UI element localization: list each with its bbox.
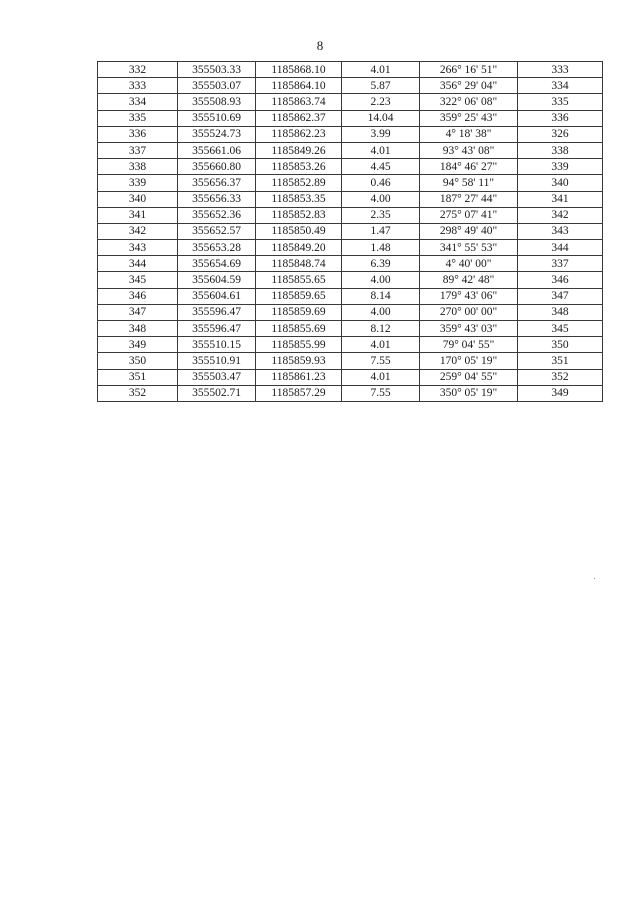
x-coordinate-cell: 355510.69 xyxy=(178,110,256,126)
bearing-cell: 184° 46' 27" xyxy=(420,159,518,175)
y-coordinate-cell: 1185850.49 xyxy=(256,223,342,239)
distance-cell: 7.55 xyxy=(342,353,420,369)
x-coordinate-cell: 355596.47 xyxy=(178,304,256,320)
bearing-cell: 275° 07' 41" xyxy=(420,207,518,223)
distance-cell: 0.46 xyxy=(342,175,420,191)
table-row xyxy=(98,288,603,304)
table-row xyxy=(98,159,603,175)
y-coordinate-cell: 1185859.65 xyxy=(256,288,342,304)
scan-speck xyxy=(594,578,595,579)
next-point-cell: 335 xyxy=(518,94,603,110)
next-point-cell: 344 xyxy=(518,240,603,256)
y-coordinate-cell: 1185859.69 xyxy=(256,304,342,320)
distance-cell: 6.39 xyxy=(342,256,420,272)
point-number-cell: 340 xyxy=(98,191,178,207)
distance-cell: 4.01 xyxy=(342,337,420,353)
next-point-cell: 343 xyxy=(518,223,603,239)
distance-cell: 2.35 xyxy=(342,207,420,223)
point-number-cell: 339 xyxy=(98,175,178,191)
bearing-cell: 4° 18' 38" xyxy=(420,126,518,142)
table-row xyxy=(98,126,603,142)
next-point-cell: 342 xyxy=(518,207,603,223)
y-coordinate-cell: 1185864.10 xyxy=(256,78,342,94)
distance-cell: 4.01 xyxy=(342,369,420,385)
bearing-cell: 89° 42' 48" xyxy=(420,272,518,288)
distance-cell: 4.00 xyxy=(342,304,420,320)
bearing-cell: 270° 00' 00" xyxy=(420,304,518,320)
distance-cell: 5.87 xyxy=(342,78,420,94)
point-number-cell: 352 xyxy=(98,385,178,401)
table-row xyxy=(98,385,603,401)
y-coordinate-cell: 1185862.23 xyxy=(256,126,342,142)
table-row xyxy=(98,272,603,288)
x-coordinate-cell: 355510.15 xyxy=(178,337,256,353)
bearing-cell: 94° 58' 11" xyxy=(420,175,518,191)
table-row xyxy=(98,175,603,191)
point-number-cell: 348 xyxy=(98,321,178,337)
point-number-cell: 350 xyxy=(98,353,178,369)
y-coordinate-cell: 1185857.29 xyxy=(256,385,342,401)
x-coordinate-cell: 355604.61 xyxy=(178,288,256,304)
y-coordinate-cell: 1185861.23 xyxy=(256,369,342,385)
point-number-cell: 346 xyxy=(98,288,178,304)
y-coordinate-cell: 1185853.35 xyxy=(256,191,342,207)
page-number: 8 xyxy=(316,38,324,53)
next-point-cell: 326 xyxy=(518,126,603,142)
point-number-cell: 351 xyxy=(98,369,178,385)
distance-cell: 1.48 xyxy=(342,240,420,256)
table-row xyxy=(98,110,603,126)
bearing-cell: 79° 04' 55" xyxy=(420,337,518,353)
next-point-cell: 351 xyxy=(518,353,603,369)
bearing-cell: 298° 49' 40" xyxy=(420,223,518,239)
table-row xyxy=(98,62,603,78)
bearing-cell: 179° 43' 06" xyxy=(420,288,518,304)
next-point-cell: 341 xyxy=(518,191,603,207)
point-number-cell: 349 xyxy=(98,337,178,353)
y-coordinate-cell: 1185862.37 xyxy=(256,110,342,126)
distance-cell: 7.55 xyxy=(342,385,420,401)
point-number-cell: 347 xyxy=(98,304,178,320)
y-coordinate-cell: 1185853.26 xyxy=(256,159,342,175)
bearing-cell: 359° 25' 43" xyxy=(420,110,518,126)
point-number-cell: 342 xyxy=(98,223,178,239)
x-coordinate-cell: 355656.37 xyxy=(178,175,256,191)
y-coordinate-cell: 1185855.99 xyxy=(256,337,342,353)
next-point-cell: 347 xyxy=(518,288,603,304)
x-coordinate-cell: 355502.71 xyxy=(178,385,256,401)
x-coordinate-cell: 355503.33 xyxy=(178,62,256,78)
bearing-cell: 359° 43' 03" xyxy=(420,321,518,337)
coordinates-table-body xyxy=(98,62,603,402)
table-row xyxy=(98,337,603,353)
x-coordinate-cell: 355510.91 xyxy=(178,353,256,369)
bearing-cell: 93° 43' 08" xyxy=(420,142,518,158)
next-point-cell: 352 xyxy=(518,369,603,385)
bearing-cell: 187° 27' 44" xyxy=(420,191,518,207)
table-row xyxy=(98,256,603,272)
table-row xyxy=(98,353,603,369)
y-coordinate-cell: 1185852.83 xyxy=(256,207,342,223)
point-number-cell: 343 xyxy=(98,240,178,256)
x-coordinate-cell: 355653.28 xyxy=(178,240,256,256)
distance-cell: 8.14 xyxy=(342,288,420,304)
next-point-cell: 345 xyxy=(518,321,603,337)
y-coordinate-cell: 1185855.69 xyxy=(256,321,342,337)
bearing-cell: 350° 05' 19" xyxy=(420,385,518,401)
distance-cell: 4.01 xyxy=(342,142,420,158)
bearing-cell: 356° 29' 04" xyxy=(420,78,518,94)
next-point-cell: 350 xyxy=(518,337,603,353)
bearing-cell: 4° 40' 00" xyxy=(420,256,518,272)
next-point-cell: 339 xyxy=(518,159,603,175)
next-point-cell: 346 xyxy=(518,272,603,288)
next-point-cell: 340 xyxy=(518,175,603,191)
point-number-cell: 332 xyxy=(98,62,178,78)
bearing-cell: 266° 16' 51" xyxy=(420,62,518,78)
table-row xyxy=(98,321,603,337)
point-number-cell: 333 xyxy=(98,78,178,94)
point-number-cell: 345 xyxy=(98,272,178,288)
distance-cell: 14.04 xyxy=(342,110,420,126)
y-coordinate-cell: 1185859.93 xyxy=(256,353,342,369)
point-number-cell: 335 xyxy=(98,110,178,126)
table-row xyxy=(98,304,603,320)
table-row xyxy=(98,240,603,256)
distance-cell: 2.23 xyxy=(342,94,420,110)
point-number-cell: 334 xyxy=(98,94,178,110)
y-coordinate-cell: 1185868.10 xyxy=(256,62,342,78)
next-point-cell: 348 xyxy=(518,304,603,320)
next-point-cell: 337 xyxy=(518,256,603,272)
y-coordinate-cell: 1185855.65 xyxy=(256,272,342,288)
x-coordinate-cell: 355508.93 xyxy=(178,94,256,110)
y-coordinate-cell: 1185852.89 xyxy=(256,175,342,191)
x-coordinate-cell: 355661.06 xyxy=(178,142,256,158)
point-number-cell: 336 xyxy=(98,126,178,142)
point-number-cell: 338 xyxy=(98,159,178,175)
distance-cell: 8.12 xyxy=(342,321,420,337)
y-coordinate-cell: 1185849.26 xyxy=(256,142,342,158)
x-coordinate-cell: 355652.36 xyxy=(178,207,256,223)
x-coordinate-cell: 355503.47 xyxy=(178,369,256,385)
bearing-cell: 259° 04' 55" xyxy=(420,369,518,385)
table-row xyxy=(98,78,603,94)
x-coordinate-cell: 355596.47 xyxy=(178,321,256,337)
y-coordinate-cell: 1185849.20 xyxy=(256,240,342,256)
next-point-cell: 338 xyxy=(518,142,603,158)
table-row xyxy=(98,207,603,223)
bearing-cell: 341° 55' 53" xyxy=(420,240,518,256)
x-coordinate-cell: 355652.57 xyxy=(178,223,256,239)
x-coordinate-cell: 355524.73 xyxy=(178,126,256,142)
x-coordinate-cell: 355503.07 xyxy=(178,78,256,94)
x-coordinate-cell: 355656.33 xyxy=(178,191,256,207)
table-row xyxy=(98,191,603,207)
table-row xyxy=(98,142,603,158)
distance-cell: 4.00 xyxy=(342,272,420,288)
y-coordinate-cell: 1185848.74 xyxy=(256,256,342,272)
coordinates-table xyxy=(97,61,603,402)
next-point-cell: 334 xyxy=(518,78,603,94)
x-coordinate-cell: 355660.80 xyxy=(178,159,256,175)
point-number-cell: 341 xyxy=(98,207,178,223)
y-coordinate-cell: 1185863.74 xyxy=(256,94,342,110)
distance-cell: 1.47 xyxy=(342,223,420,239)
x-coordinate-cell: 355604.59 xyxy=(178,272,256,288)
x-coordinate-cell: 355654.69 xyxy=(178,256,256,272)
next-point-cell: 333 xyxy=(518,62,603,78)
point-number-cell: 337 xyxy=(98,142,178,158)
distance-cell: 3.99 xyxy=(342,126,420,142)
point-number-cell: 344 xyxy=(98,256,178,272)
distance-cell: 4.00 xyxy=(342,191,420,207)
next-point-cell: 349 xyxy=(518,385,603,401)
distance-cell: 4.01 xyxy=(342,62,420,78)
distance-cell: 4.45 xyxy=(342,159,420,175)
table-row xyxy=(98,369,603,385)
table-row xyxy=(98,223,603,239)
bearing-cell: 170° 05' 19" xyxy=(420,353,518,369)
table-row xyxy=(98,94,603,110)
next-point-cell: 336 xyxy=(518,110,603,126)
bearing-cell: 322° 06' 08" xyxy=(420,94,518,110)
